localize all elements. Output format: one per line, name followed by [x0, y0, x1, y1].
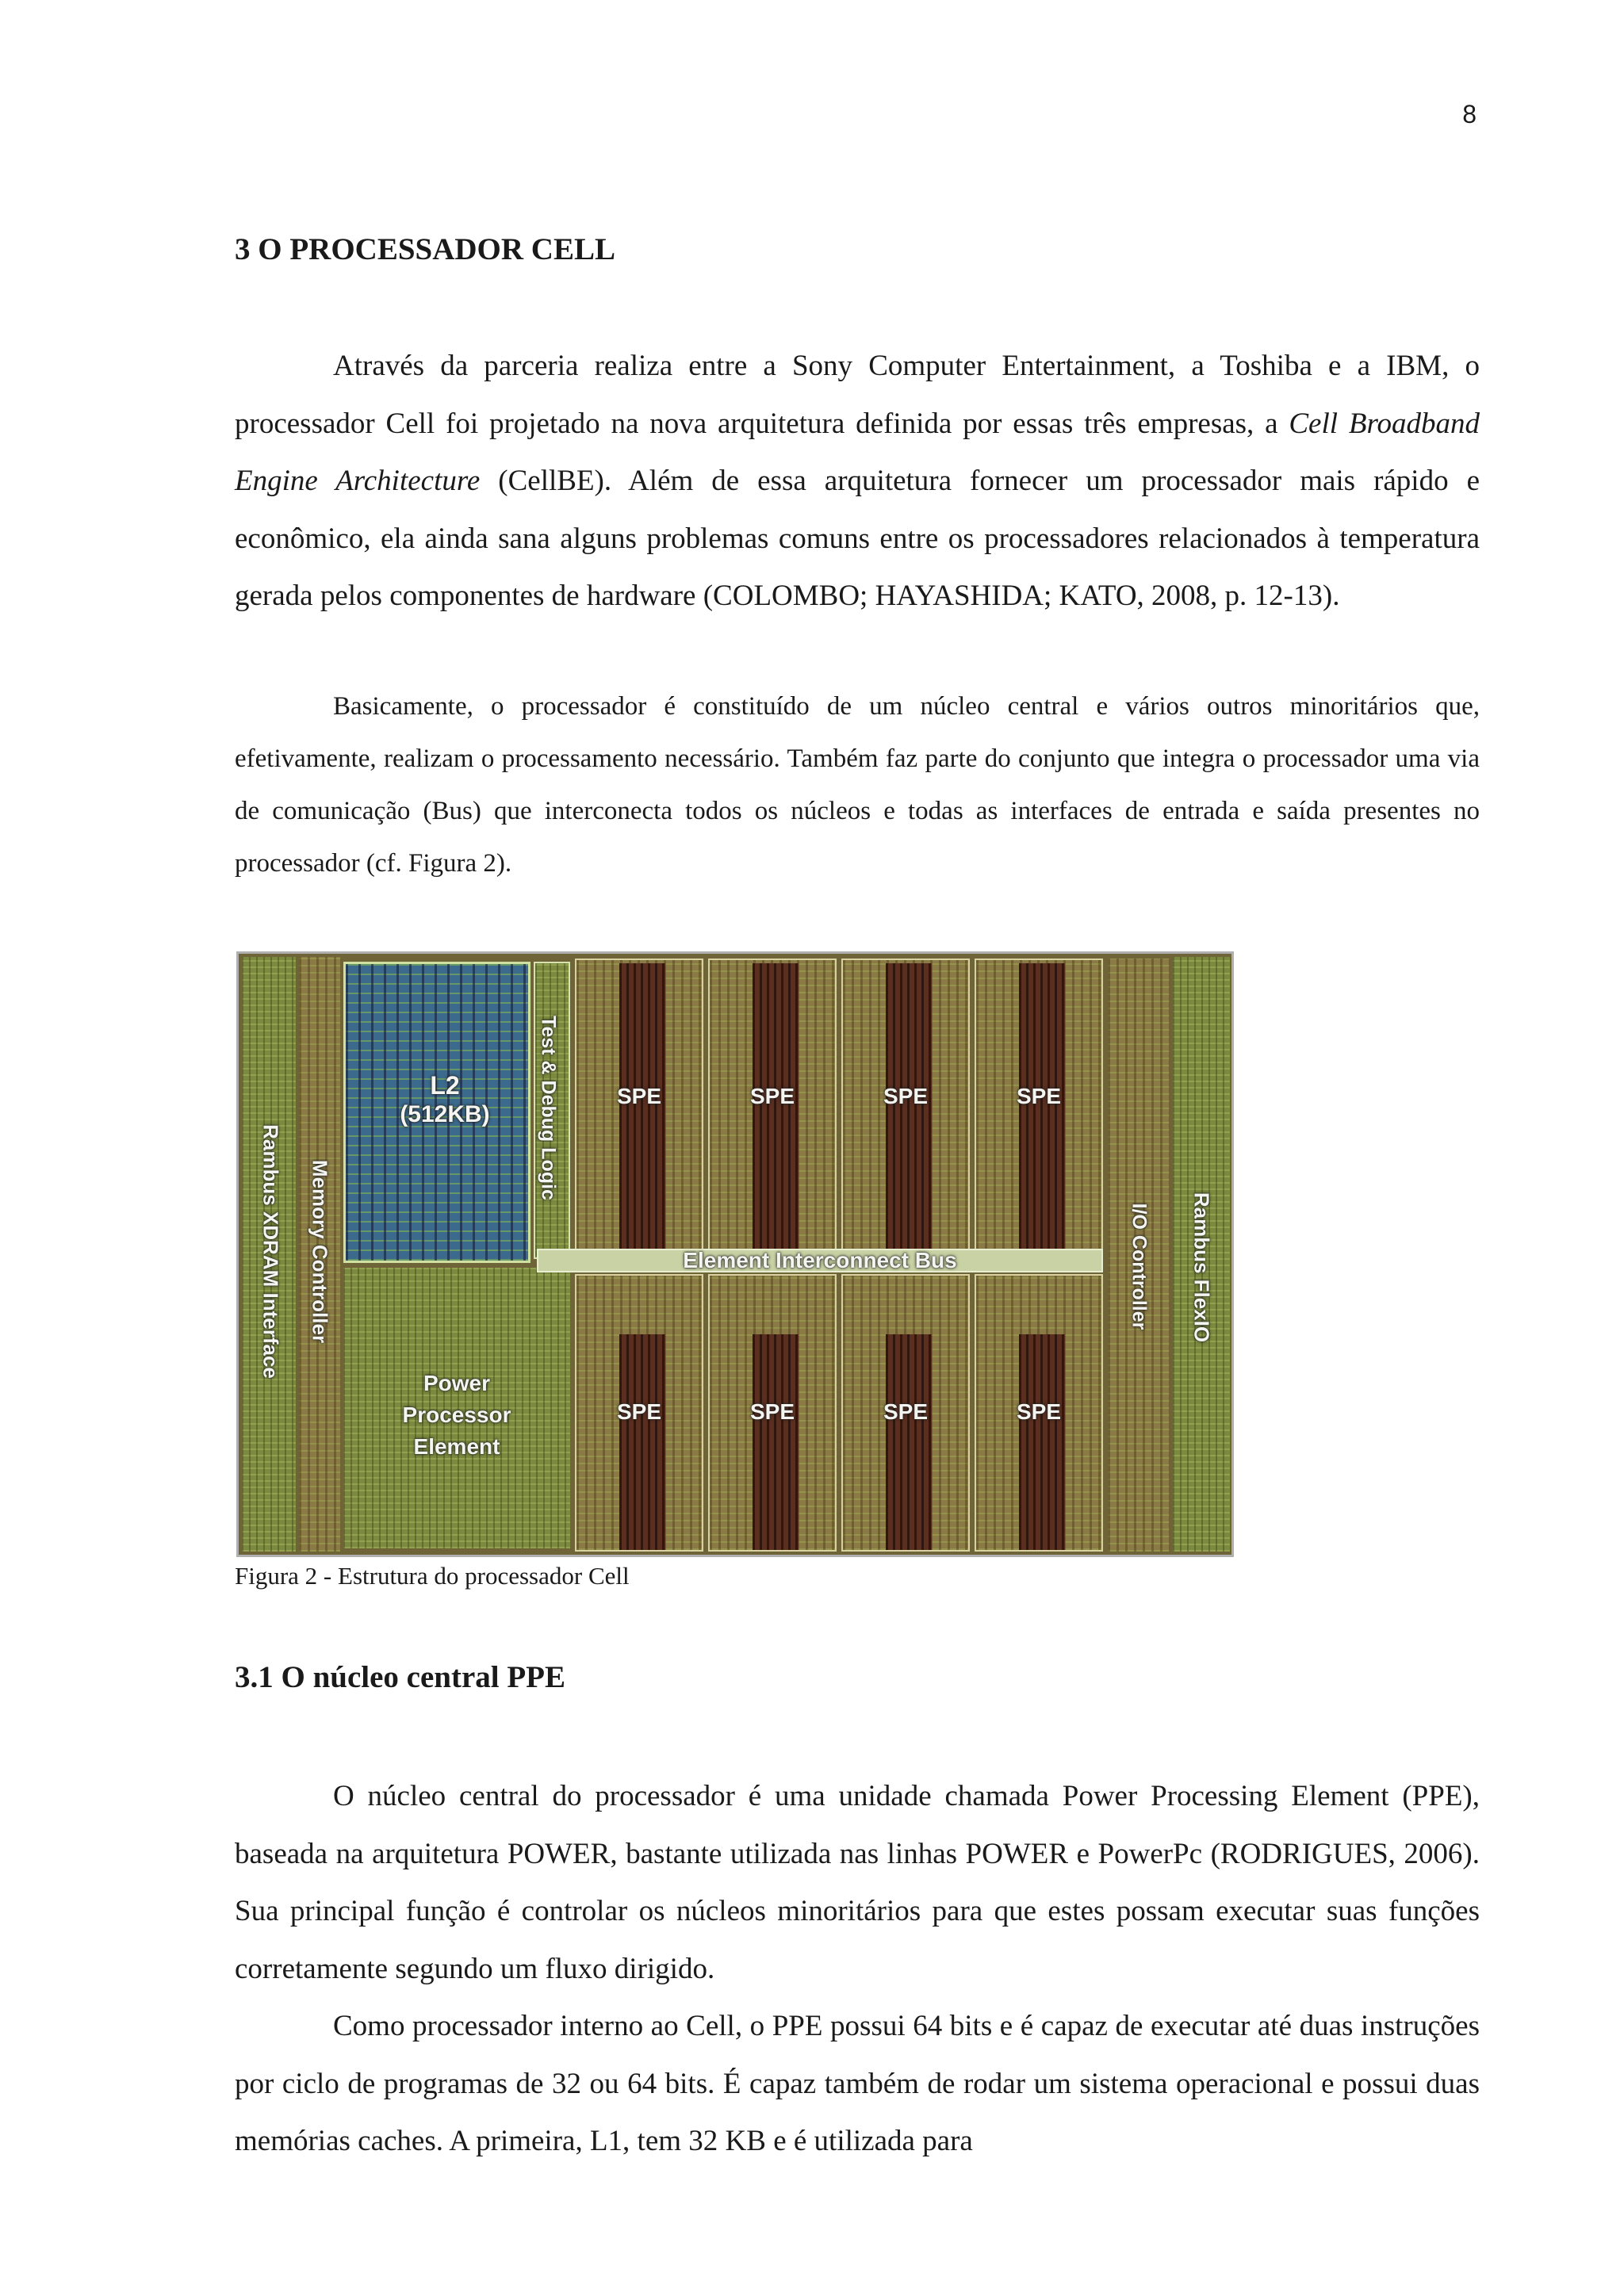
spe-label: SPE	[1016, 1399, 1062, 1424]
spe-label: SPE	[749, 1399, 795, 1424]
paragraph-1-italic: Cell Broadband Engine Architecture	[235, 407, 1480, 497]
spe-column	[886, 1334, 932, 1550]
spe-label: SPE	[616, 1399, 662, 1424]
ppe-label-line-2: Processor	[402, 1402, 511, 1427]
paragraph-1-text-a: Através da parceria realiza entre a Sony Computer Entertainment, a Toshiba e a IBM, o processador Cell foi projetado na nova arquitetura definida por essas três empresas, a	[235, 350, 1480, 440]
cell-die-figure	[236, 951, 1234, 1557]
paragraph-1	[235, 338, 1480, 626]
io-controller-label: I/O Controller	[1128, 1203, 1151, 1330]
rambus-xdram-label: Rambus XDRAM Interface	[259, 1124, 283, 1379]
l2-label-line-1: L2	[430, 1071, 460, 1100]
paragraph-3: O núcleo central do processador é uma unidade chamada Power Processing Element (PPE), baseada na arquitetura POWER, bastante utilizada nas linhas POWER e PowerPc (RODRIGUES, 2006). Sua principal função é controlar os núcleos minoritários para que estes possam executar suas funções corretamente segundo um fluxo dirigido.	[235, 1780, 1480, 1985]
eib-label: Element Interconnect Bus	[683, 1248, 957, 1272]
spe-column	[619, 1334, 665, 1550]
section-title: 3 O PROCESSADOR CELL	[235, 232, 615, 266]
paragraph-2: Basicamente, o processador é constituído de um núcleo central e vários outros minoritários que, efetivamente, realizam o processamento necessário. Também faz parte do conjunto que integra o processador uma via de comunicação (Bus) que interconecta todos os núcleos e todas as interfaces de entrada e saída presentes no processador (cf. Figura 2).	[235, 692, 1480, 878]
test-debug-label: Test & Debug Logic	[537, 1016, 560, 1200]
page-number: 8	[1462, 100, 1477, 128]
figure-caption: Figura 2 - Estrutura do processador Cell	[235, 1562, 630, 1590]
ppe-label-line-3: Element	[413, 1434, 500, 1459]
spe-column	[753, 1334, 799, 1550]
spe-label: SPE	[616, 1084, 662, 1108]
spe-label: SPE	[883, 1084, 929, 1108]
memory-controller-label: Memory Controller	[308, 1159, 332, 1344]
subsection-title: 3.1 O núcleo central PPE	[235, 1660, 566, 1694]
spe-label: SPE	[1016, 1084, 1062, 1108]
spe-label: SPE	[883, 1399, 929, 1424]
rambus-flexio-label: Rambus FlexIO	[1189, 1192, 1214, 1343]
l2-label-line-2: (512KB)	[400, 1101, 490, 1127]
spe-column	[1019, 1334, 1065, 1550]
paragraph-4: Como processador interno ao Cell, o PPE possui 64 bits e é capaz de executar até duas instruções por ciclo de programas de 32 ou 64 bits. É capaz também de rodar um sistema operacional e possui duas memórias caches. A primeira, L1, tem 32 KB e é utilizada para	[235, 2010, 1480, 2157]
ppe-label-line-1: Power	[423, 1371, 491, 1395]
paragraph-1-text-b: (CellBE). Além de essa arquitetura fornecer um processador mais rápido e econômico, ela ainda sana alguns problemas comuns entre os processadores relacionados à temperatura gerada pelos componentes de hardware (COLOMBO; HAYASHIDA; KATO, 2008, p. 12-13).	[235, 465, 1480, 612]
spe-label: SPE	[749, 1084, 795, 1108]
